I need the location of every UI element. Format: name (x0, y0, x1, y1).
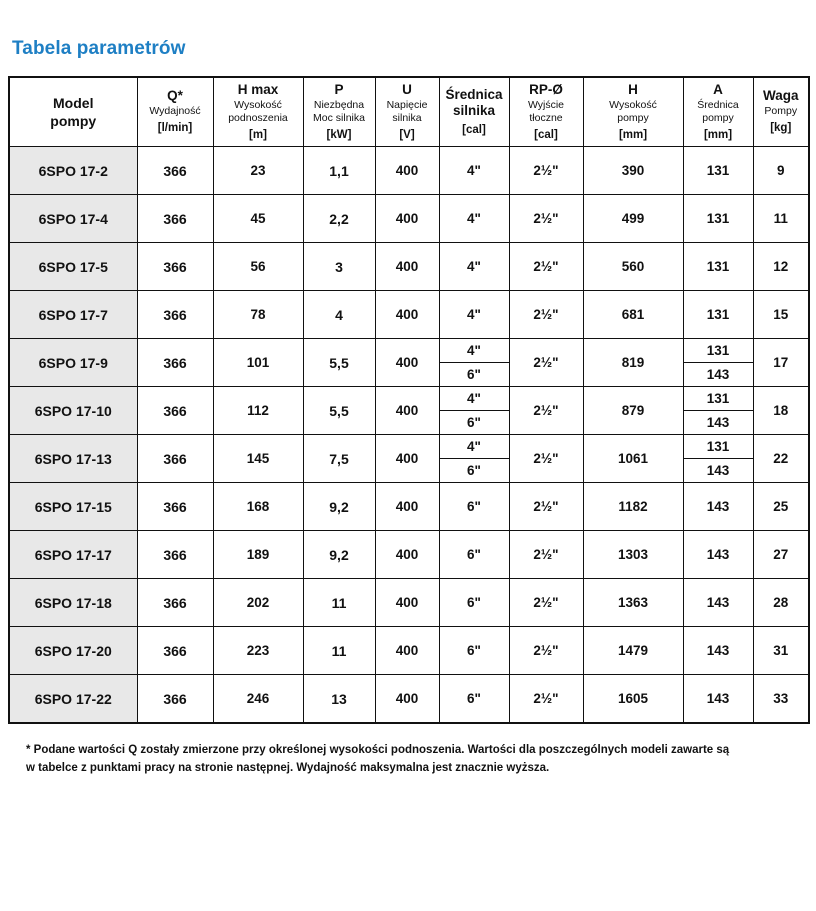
cell-motor-diameter (439, 387, 509, 435)
cell-voltage: 400 (375, 387, 439, 435)
cell-head-max: 189 (213, 531, 303, 579)
cell-pump-height: 1061 (583, 435, 683, 483)
cell-discharge: 2½" (509, 195, 583, 243)
table-row (9, 627, 809, 675)
cell-pump-height: 499 (583, 195, 683, 243)
cell-flow: 366 (137, 291, 213, 339)
cell-weight: 31 (753, 627, 809, 675)
cell-model: 6SPO 17-18 (9, 579, 137, 627)
cell-pump-height: 681 (583, 291, 683, 339)
cell-motor-diameter-part: 4" (440, 435, 509, 459)
column-header-unit: [kg] (770, 122, 792, 135)
cell-model: 6SPO 17-13 (9, 435, 137, 483)
cell-motor-diameter: 6" (439, 531, 509, 579)
cell-flow: 366 (137, 483, 213, 531)
cell-motor-diameter (439, 435, 509, 483)
cell-motor-diameter-part: 6" (467, 462, 481, 478)
cell-motor-diameter (439, 339, 509, 387)
cell-power: 1,1 (303, 147, 375, 195)
column-header-unit: [V] (399, 129, 415, 142)
cell-flow: 366 (137, 627, 213, 675)
cell-power: 4 (303, 291, 375, 339)
cell-flow: 366 (137, 579, 213, 627)
cell-pump-diameter: 143 (683, 579, 753, 627)
cell-power: 9,2 (303, 531, 375, 579)
column-header-subtitle: Wyjście tłoczne (527, 98, 565, 124)
header-row (9, 77, 809, 147)
column-header-title: Q* (167, 88, 183, 104)
column-header-title: A (713, 81, 723, 97)
cell-head-max: 45 (213, 195, 303, 243)
cell-weight: 9 (753, 147, 809, 195)
cell-pump-diameter: 143 (683, 675, 753, 724)
cell-pump-height: 390 (583, 147, 683, 195)
cell-pump-diameter-part: 143 (706, 366, 730, 382)
cell-pump-height: 879 (583, 387, 683, 435)
cell-voltage: 400 (375, 579, 439, 627)
cell-pump-diameter: 131 (683, 291, 753, 339)
cell-motor-diameter: 4" (439, 291, 509, 339)
cell-model: 6SPO 17-20 (9, 627, 137, 675)
cell-model: 6SPO 17-10 (9, 387, 137, 435)
cell-pump-height: 819 (583, 339, 683, 387)
column-header-2 (213, 77, 303, 147)
column-header-subtitle: Wysokość pompy (609, 98, 657, 124)
column-header-subtitle: Wysokość podnoszenia (228, 98, 288, 124)
cell-pump-diameter-part: 143 (706, 462, 730, 478)
cell-flow: 366 (137, 147, 213, 195)
cell-model: 6SPO 17-17 (9, 531, 137, 579)
cell-pump-diameter-part: 131 (684, 387, 753, 411)
column-header-title: H max (237, 81, 279, 97)
cell-pump-diameter: 131 (683, 243, 753, 291)
column-header-title: RP-Ø (529, 81, 563, 97)
cell-power: 13 (303, 675, 375, 724)
column-header-subtitle: Napięcie silnika (386, 98, 428, 124)
cell-voltage: 400 (375, 483, 439, 531)
table-row (9, 291, 809, 339)
table-row (9, 531, 809, 579)
cell-pump-height: 560 (583, 243, 683, 291)
cell-pump-diameter-part: 143 (706, 414, 730, 430)
column-header-1 (137, 77, 213, 147)
cell-pump-height: 1605 (583, 675, 683, 724)
cell-discharge: 2½" (509, 483, 583, 531)
cell-power: 5,5 (303, 387, 375, 435)
cell-discharge: 2½" (509, 675, 583, 724)
table-row (9, 387, 809, 435)
cell-head-max: 112 (213, 387, 303, 435)
table-row (9, 147, 809, 195)
cell-pump-height: 1479 (583, 627, 683, 675)
parameters-table (8, 76, 810, 724)
cell-pump-diameter: 143 (683, 483, 753, 531)
cell-pump-diameter: 143 (683, 627, 753, 675)
cell-model: 6SPO 17-15 (9, 483, 137, 531)
cell-motor-diameter: 4" (439, 147, 509, 195)
column-header-7 (583, 77, 683, 147)
cell-power: 11 (303, 579, 375, 627)
cell-power: 2,2 (303, 195, 375, 243)
cell-motor-diameter-part: 4" (440, 387, 509, 411)
column-header-subtitle: Pompy (764, 105, 798, 118)
cell-model: 6SPO 17-4 (9, 195, 137, 243)
cell-motor-diameter-part: 6" (467, 366, 481, 382)
cell-pump-diameter-part: 131 (684, 339, 753, 363)
cell-model: 6SPO 17-2 (9, 147, 137, 195)
column-header-subtitle: Niezbędna Moc silnika (313, 98, 365, 124)
cell-flow: 366 (137, 675, 213, 724)
cell-flow: 366 (137, 531, 213, 579)
cell-pump-height: 1363 (583, 579, 683, 627)
column-header-subtitle: Średnica pompy (697, 98, 739, 124)
cell-weight: 22 (753, 435, 809, 483)
cell-pump-diameter (683, 435, 753, 483)
cell-flow: 366 (137, 387, 213, 435)
cell-flow: 366 (137, 339, 213, 387)
table-row (9, 243, 809, 291)
cell-weight: 25 (753, 483, 809, 531)
cell-model: 6SPO 17-7 (9, 291, 137, 339)
table-row (9, 195, 809, 243)
footnote-line-1: * Podane wartości Q zostały zmierzone przy określonej wysokości podnoszenia. Wartości dla poszczególnych modeli zawarte są (26, 744, 730, 756)
column-header-unit: [l/min] (157, 122, 193, 135)
cell-power: 5,5 (303, 339, 375, 387)
column-header-title: Waga (762, 88, 799, 104)
cell-discharge: 2½" (509, 243, 583, 291)
cell-discharge: 2½" (509, 531, 583, 579)
cell-weight: 18 (753, 387, 809, 435)
column-header-0 (9, 77, 137, 147)
table-row (9, 483, 809, 531)
footnote-line-2: w tabelce z punktami pracy na stronie następnej. Wydajność maksymalna jest znacznie wyższa. (26, 761, 550, 774)
cell-voltage: 400 (375, 243, 439, 291)
table-row (9, 435, 809, 483)
column-header-6 (509, 77, 583, 147)
column-header-5 (439, 77, 509, 147)
table-row (9, 339, 809, 387)
cell-pump-diameter-part: 131 (684, 435, 753, 459)
cell-motor-diameter: 4" (439, 243, 509, 291)
cell-power: 9,2 (303, 483, 375, 531)
cell-voltage: 400 (375, 531, 439, 579)
column-header-title: U (402, 81, 412, 97)
cell-head-max: 223 (213, 627, 303, 675)
cell-model: 6SPO 17-22 (9, 675, 137, 724)
cell-weight: 11 (753, 195, 809, 243)
cell-motor-diameter: 6" (439, 675, 509, 724)
cell-motor-diameter: 6" (439, 627, 509, 675)
column-header-title: P (334, 81, 344, 97)
cell-head-max: 145 (213, 435, 303, 483)
cell-motor-diameter-part: 4" (440, 339, 509, 363)
cell-flow: 366 (137, 435, 213, 483)
cell-power: 11 (303, 627, 375, 675)
column-header-4 (375, 77, 439, 147)
column-header-title: Model pompy (50, 94, 97, 129)
column-header-title: Średnica silnika (445, 87, 503, 119)
column-header-title: H (628, 81, 638, 97)
cell-voltage: 400 (375, 339, 439, 387)
cell-model: 6SPO 17-5 (9, 243, 137, 291)
table-header (9, 77, 809, 147)
cell-model: 6SPO 17-9 (9, 339, 137, 387)
cell-discharge: 2½" (509, 147, 583, 195)
cell-discharge: 2½" (509, 291, 583, 339)
column-header-unit: [cal] (462, 123, 486, 136)
cell-discharge: 2½" (509, 435, 583, 483)
column-header-unit: [mm] (618, 129, 648, 142)
cell-discharge: 2½" (509, 579, 583, 627)
table-body (9, 147, 809, 724)
cell-flow: 366 (137, 195, 213, 243)
cell-motor-diameter: 4" (439, 195, 509, 243)
cell-voltage: 400 (375, 195, 439, 243)
cell-discharge: 2½" (509, 387, 583, 435)
column-header-3 (303, 77, 375, 147)
cell-voltage: 400 (375, 291, 439, 339)
cell-pump-diameter: 131 (683, 195, 753, 243)
cell-weight: 33 (753, 675, 809, 724)
page-title: Tabela parametrów (12, 38, 186, 59)
cell-head-max: 101 (213, 339, 303, 387)
cell-weight: 15 (753, 291, 809, 339)
cell-flow: 366 (137, 243, 213, 291)
cell-weight: 17 (753, 339, 809, 387)
column-header-unit: [kW] (326, 129, 352, 142)
cell-power: 3 (303, 243, 375, 291)
cell-head-max: 202 (213, 579, 303, 627)
table-row (9, 579, 809, 627)
cell-pump-diameter (683, 387, 753, 435)
column-header-subtitle: Wydajność (149, 105, 201, 118)
cell-pump-diameter: 131 (683, 147, 753, 195)
cell-pump-height: 1182 (583, 483, 683, 531)
cell-motor-diameter: 6" (439, 579, 509, 627)
column-header-8 (683, 77, 753, 147)
column-header-unit: [m] (249, 129, 267, 142)
cell-pump-diameter: 143 (683, 531, 753, 579)
cell-weight: 12 (753, 243, 809, 291)
cell-voltage: 400 (375, 675, 439, 724)
cell-power: 7,5 (303, 435, 375, 483)
cell-head-max: 23 (213, 147, 303, 195)
cell-pump-diameter (683, 339, 753, 387)
column-header-unit: [cal] (534, 129, 558, 142)
cell-head-max: 168 (213, 483, 303, 531)
column-header-9 (753, 77, 809, 147)
footnote (8, 724, 808, 778)
cell-pump-height: 1303 (583, 531, 683, 579)
cell-head-max: 246 (213, 675, 303, 724)
table-row (9, 675, 809, 724)
cell-voltage: 400 (375, 627, 439, 675)
cell-head-max: 78 (213, 291, 303, 339)
cell-head-max: 56 (213, 243, 303, 291)
cell-motor-diameter: 6" (439, 483, 509, 531)
cell-discharge: 2½" (509, 627, 583, 675)
cell-voltage: 400 (375, 435, 439, 483)
cell-weight: 28 (753, 579, 809, 627)
column-header-unit: [mm] (703, 129, 733, 142)
cell-weight: 27 (753, 531, 809, 579)
cell-discharge: 2½" (509, 339, 583, 387)
cell-voltage: 400 (375, 147, 439, 195)
cell-motor-diameter-part: 6" (467, 414, 481, 430)
